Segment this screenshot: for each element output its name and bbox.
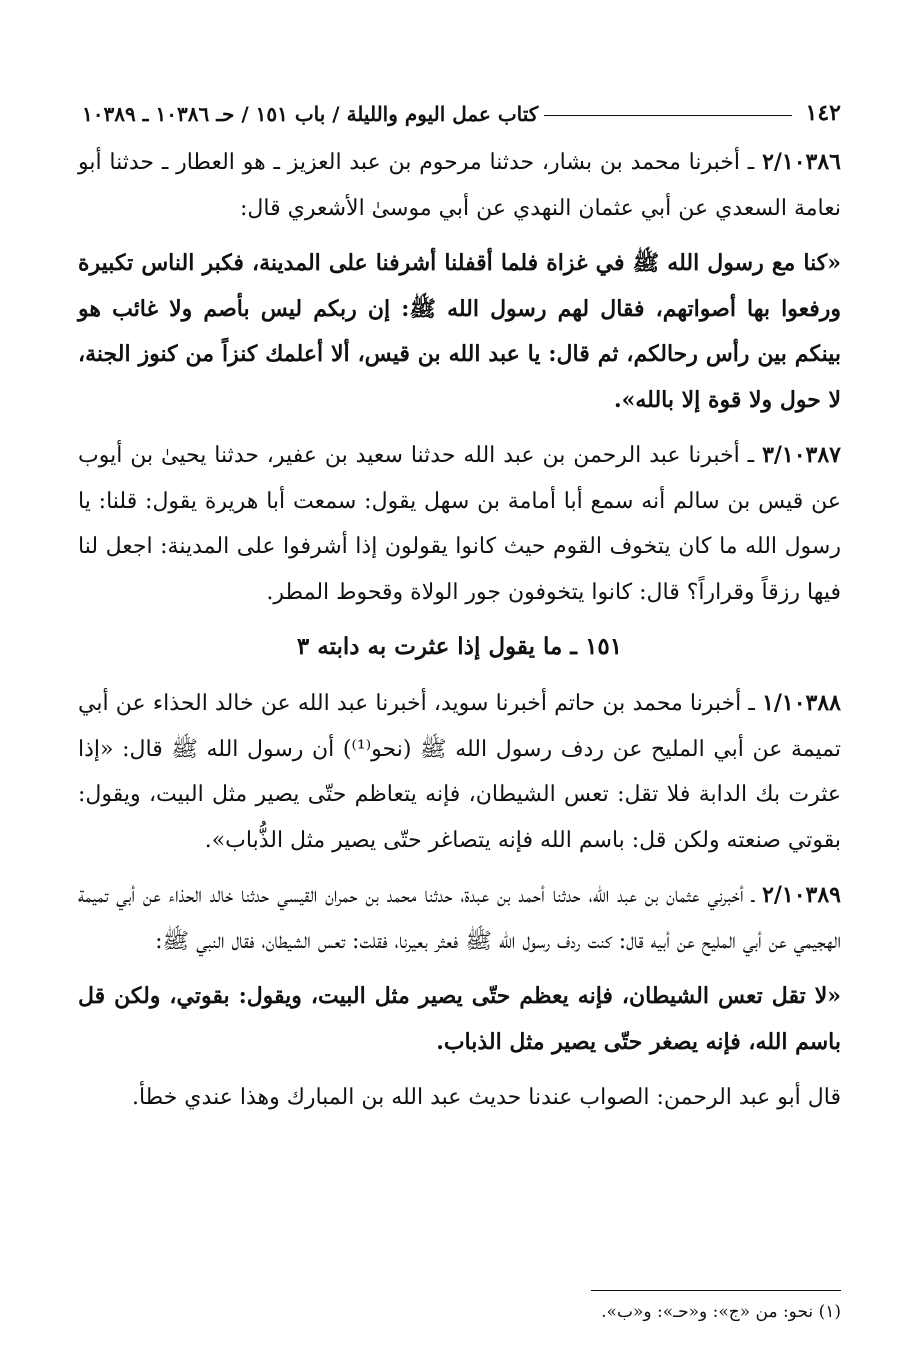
author-comment	[78, 1075, 841, 1121]
comment-text: قال أبو عبد الرحمن: الصواب عندنا حديث عبد الله بن المبارك وهذا عندي خطأ.	[131, 1085, 841, 1110]
hadith-paragraph	[78, 433, 841, 615]
hadith-paragraph	[78, 140, 841, 231]
hadith-text: ـ أخبرنا عبد الرحمن بن عبد الله حدثنا سعيد بن عفير، حدثنا يحيىٰ بن أيوب عن قيس بن سالم أنه سمع أبا أمامة بن سهل يقول: سمعت أبا هريرة يقول: قلنا: يا رسول الله ما كان يتخوف القوم حيث كانوا يقولون إذا أشرفوا على المدينة: اجعل لنا فيها رزقاً وقراراً؟ قال: كانوا يتخوفون جور الولاة وقحوط المطر.	[78, 443, 841, 605]
hadith-quote	[78, 974, 841, 1065]
running-title: كتاب عمل اليوم والليلة / باب ١٥١ / حـ ١٠٣٨٦ ـ ١٠٣٨٩	[82, 102, 539, 126]
hadith-paragraph	[78, 681, 841, 863]
hadith-number: ٣/١٠٣٨٧	[762, 442, 841, 468]
hadith-number: ٢/١٠٣٨٦	[762, 149, 841, 175]
section-heading: ١٥١ ـ ما يقول إذا عثرت به دابته ٣	[296, 633, 623, 660]
hadith-text: ـ أخبرنا محمد بن بشار، حدثنا مرحوم بن عبد العزيز ـ هو العطار ـ حدثنا أبو نعامة السعدي عن أبي عثمان النهدي عن أبي موسىٰ الأشعري قال:	[78, 150, 841, 221]
hadith-paragraph	[78, 873, 841, 964]
hadith-text: ـ أخبرنا محمد بن حاتم أخبرنا سويد، أخبرنا عبد الله عن خالد الحذاء عن أبي تميمة عن أبي المليح عن ردف رسول الله ﷺ (نحو⁽¹⁾) أن رسول الله ﷺ قال: «إذا عثرت بك الدابة فلا تقل: تعس الشيطان، فإنه يتعاظم حتّى يصير مثل البيت، ويقول: بقوتي صنعته ولكن قل: باسم الله فإنه يتصاغر حتّى يصير مثل الذُّباب».	[78, 691, 841, 853]
hadith-text: «كنا مع رسول الله ﷺ في غزاة فلما أقفلنا أشرفنا على المدينة، فكبر الناس تكبيرة ورفعوا بها أصواتهم، فقال لهم رسول الله ﷺ: إن ربكم ليس بأصم ولا غائب هو بينكم بين رأس رحالكم، ثم قال: يا عبد الله بن قيس، ألا أعلمك كنزاً من كنوز الجنة، لا حول ولا قوة إلا بالله».	[78, 250, 841, 413]
hadith-text: «لا تقل تعس الشيطان، فإنه يعظم حتّى يصير مثل البيت، ويقول: بقوتي، ولكن قل باسم الله، فإنه يصغر حتّى يصير مثل الذباب.	[78, 983, 841, 1055]
page-body	[78, 140, 841, 1131]
page-number: ١٤٢	[805, 100, 841, 126]
hadith-quote	[78, 241, 841, 423]
header-rule	[544, 115, 791, 116]
hadith-number: ٢/١٠٣٨٩	[762, 882, 841, 908]
footnote-rule	[591, 1290, 841, 1291]
running-header	[82, 92, 841, 126]
hadith-number: ١/١٠٣٨٨	[762, 690, 841, 716]
footnote: (١) نحو: من «ج»: و«حـ»: و«ب».	[601, 1302, 841, 1322]
hadith-text: ـ أخبرني عثمان بن عبد الله، حدثنا أحمد بن عبدة، حدثنا محمد بن حمران القيسي حدثنا خالد الحذاء عن أبي تميمة الهجيمي عن أبي المليح عن أبيه قال: كنت ردف رسول الله ﷺ فعثر بعيرنا، فقلت: تعس الشيطان، فقال النبي ﷺ:	[78, 883, 841, 954]
